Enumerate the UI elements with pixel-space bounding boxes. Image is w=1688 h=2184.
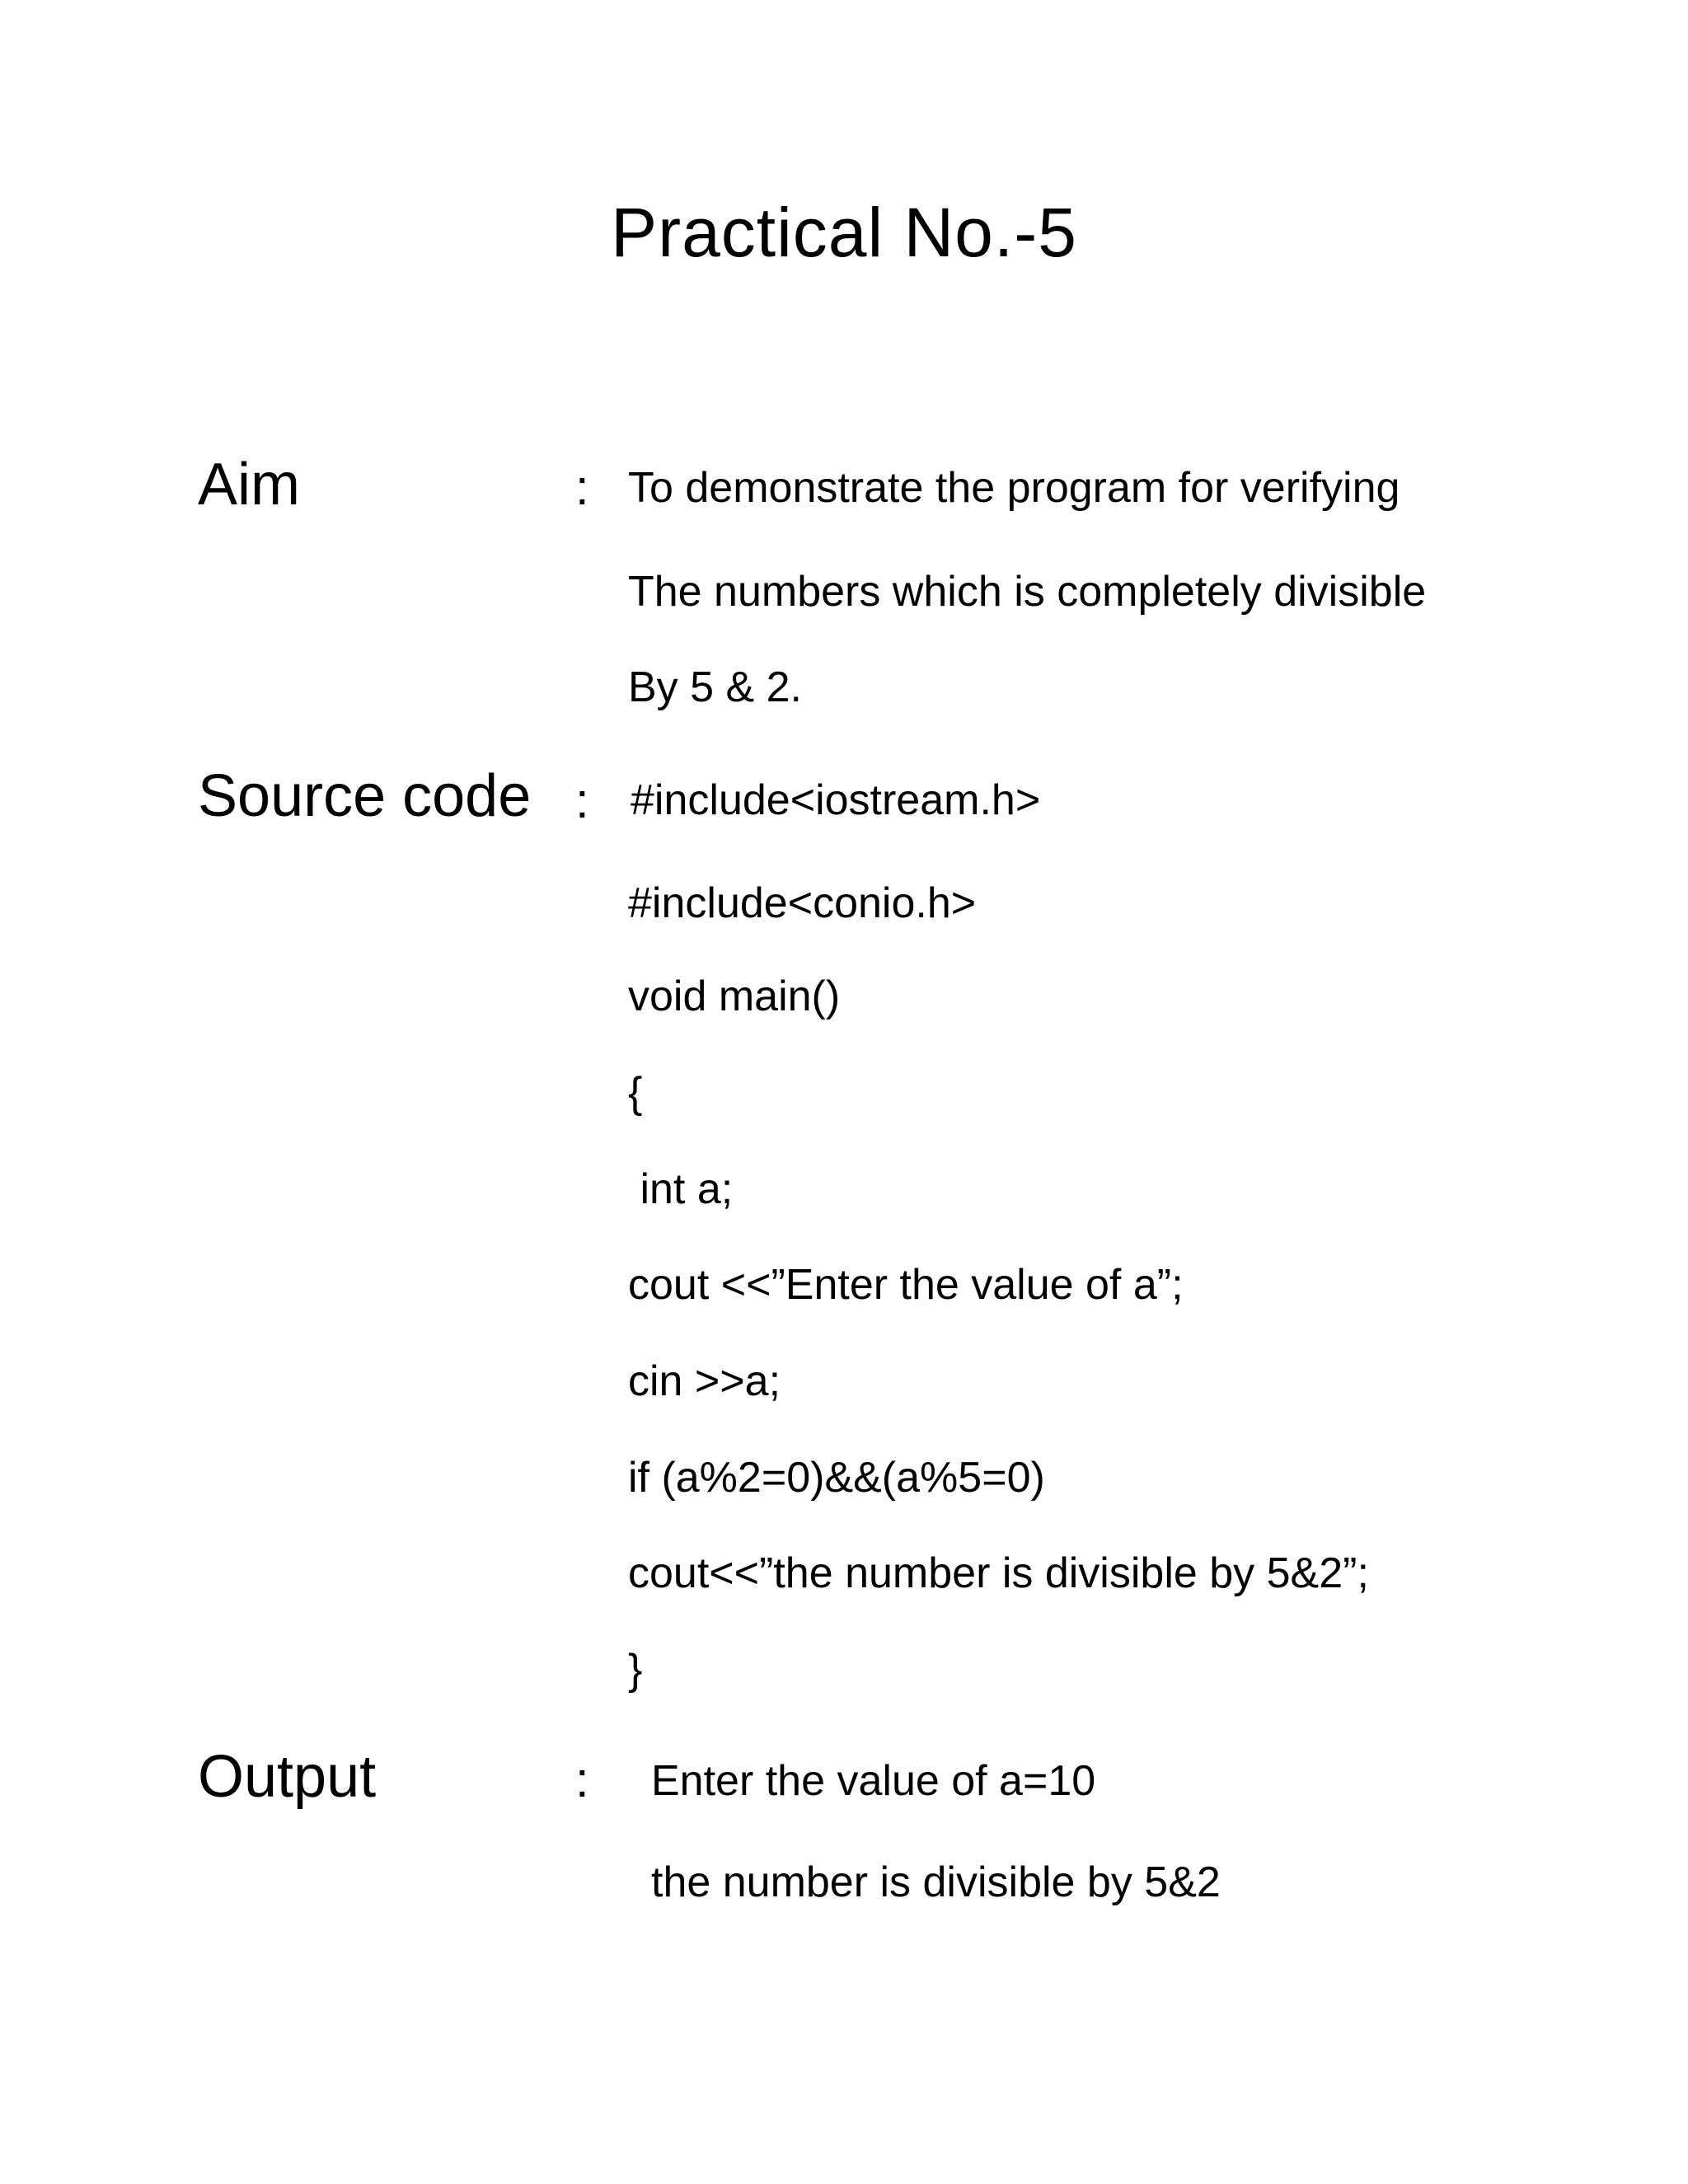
aim-colon: : xyxy=(575,460,589,515)
code-line: cout<<”the number is divisible by 5&2”; xyxy=(628,1549,1369,1597)
code-line: { xyxy=(628,1069,643,1117)
source-code-colon: : xyxy=(575,773,589,828)
code-line: if (a%2=0)&&(a%5=0) xyxy=(628,1454,1045,1502)
page-title: Practical No.-5 xyxy=(611,194,1077,271)
output-label: Output xyxy=(198,1744,377,1810)
output-line: Enter the value of a=10 xyxy=(651,1757,1096,1805)
code-line: cin >>a; xyxy=(628,1357,781,1405)
aim-line: By 5 & 2. xyxy=(628,663,802,711)
code-line: #include<iostream.h> xyxy=(631,776,1041,824)
aim-label: Aim xyxy=(198,452,300,518)
source-code-label: Source code xyxy=(198,763,532,829)
code-line: cout <<”Enter the value of a”; xyxy=(628,1261,1184,1309)
output-line: the number is divisible by 5&2 xyxy=(651,1858,1221,1906)
aim-line: The numbers which is completely divisible xyxy=(628,568,1427,616)
code-line: void main() xyxy=(628,972,841,1020)
output-colon: : xyxy=(575,1752,589,1807)
aim-line: To demonstrate the program for verifying xyxy=(628,464,1400,512)
code-line: #include<conio.h> xyxy=(628,879,977,927)
code-line: int a; xyxy=(628,1165,734,1213)
code-line: } xyxy=(628,1646,643,1694)
